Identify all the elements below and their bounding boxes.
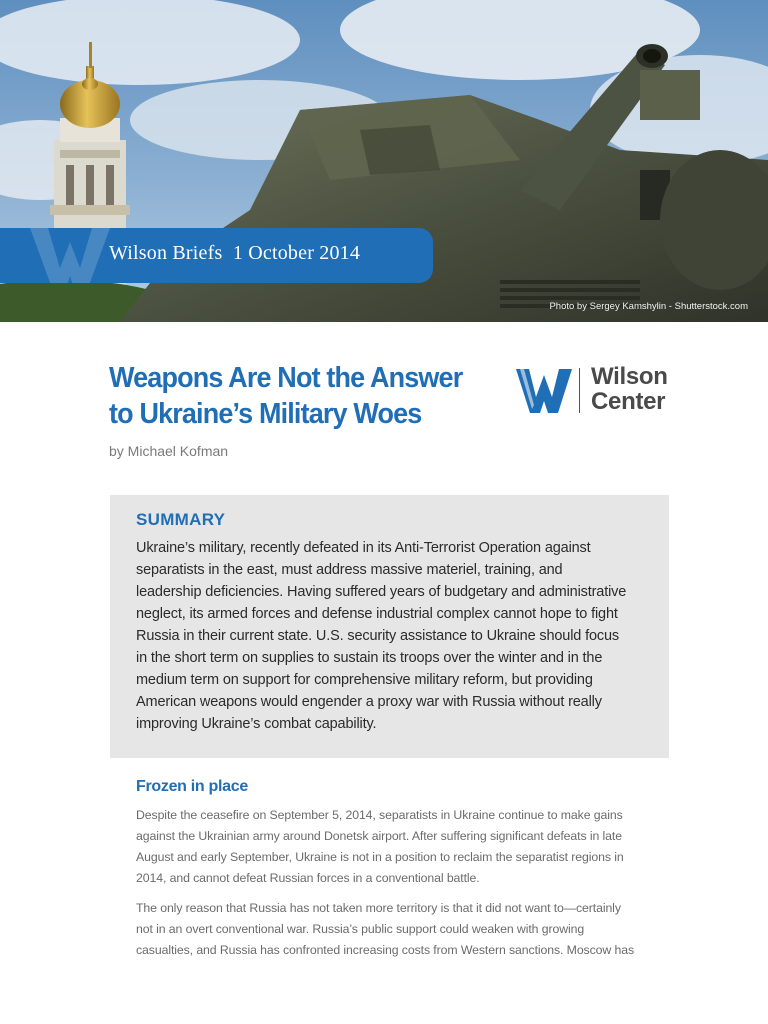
photo-credit: Photo by Sergey Kamshylin - Shutterstock.com (549, 301, 748, 312)
article-title (109, 360, 481, 432)
logo-wordmark (591, 364, 668, 414)
summary-line: Ukraine’s military, recently defeated in its Anti-Terrorist Operation against (136, 540, 591, 556)
summary-line: improving Ukraine’s combat capability. (136, 716, 377, 732)
body-line: casualties, and Russia has confronted increasing costs from Western sanctions. Moscow has (136, 943, 635, 957)
title-line-2: to Ukraine’s Military Woes (109, 398, 422, 430)
body-line: 2014, and cannot defeat Russian forces in a conventional battle. (136, 871, 480, 885)
summary-box (110, 495, 669, 758)
hero-photo (0, 0, 768, 322)
series-label: Wilson Briefs (109, 242, 223, 264)
logo-divider (579, 368, 580, 413)
wilson-w-watermark-icon (30, 228, 110, 283)
summary-line: American weapons would engender a proxy war with Russia without really (136, 694, 602, 710)
body-line: against the Ukrainian army around Donetsk airport. After suffering significant defeats in late (136, 829, 622, 843)
summary-line: separatists in the east, must address massive materiel, training, and (136, 562, 563, 578)
wilson-center-w-icon (516, 367, 572, 415)
summary-line: Russia in their current state. U.S. security assistance to Ukraine should focus (136, 628, 619, 644)
title-line-1: Weapons Are Not the Answer (109, 362, 463, 394)
logo-line-2: Center (591, 388, 666, 415)
logo-line-1: Wilson (591, 363, 668, 390)
body-line: August and early September, Ukraine is not in a position to reclaim the separatist regions in (136, 850, 624, 864)
brief-banner (0, 228, 433, 283)
brief-series-date (109, 242, 360, 265)
section-heading: Frozen in place (136, 778, 248, 795)
summary-line: neglect, its armed forces and defense industrial complex cannot hope to fight (136, 606, 618, 622)
body-line: not in an overt conventional war. Russia’s public support could weaken with growing (136, 922, 585, 936)
summary-line: leadership deficiencies. Having suffered years of budgetary and administrative (136, 584, 627, 600)
summary-line: in the short term on supplies to sustain its troops over the winter and in the (136, 650, 603, 666)
brief-date: 1 October 2014 (232, 242, 361, 264)
byline: by Michael Kofman (109, 443, 229, 459)
summary-line: medium term on support for comprehensive military reform, but providing (136, 672, 593, 688)
body-line: The only reason that Russia has not taken more territory is that it did not want to—certainly (136, 901, 621, 915)
summary-heading: SUMMARY (136, 510, 226, 529)
body-line: Despite the ceasefire on September 5, 2014, separatists in Ukraine continue to make gains (136, 808, 623, 822)
